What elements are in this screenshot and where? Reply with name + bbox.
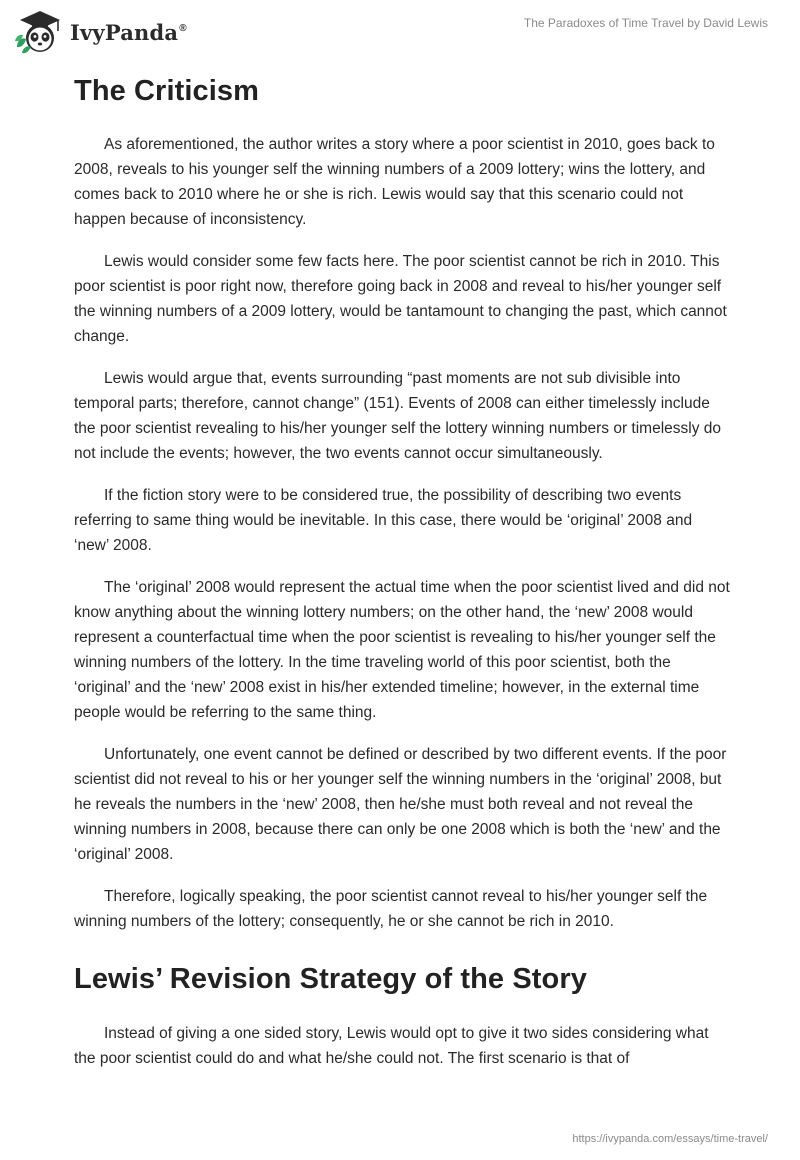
document-title: The Paradoxes of Time Travel by David Lewis [523, 16, 768, 30]
footer-url[interactable]: https://ivypanda.com/essays/time-travel/ [572, 1133, 768, 1145]
paragraph: Therefore, logically speaking, the poor scientist cannot reveal to his/her younger self the winning numbers of the lottery; consequently, he or she cannot be rich in 2010. [74, 888, 708, 930]
registered-mark: ® [179, 22, 187, 34]
brand-name: IvyPanda® [70, 19, 187, 45]
essay-content [74, 72, 730, 1088]
page-header [0, 0, 800, 60]
paragraph: Instead of giving a one sided story, Lewis would opt to give it two sides considering what the poor scientist could do and what he/she could not. The first scenario is that of [74, 1025, 709, 1067]
paragraph: If the fiction story were to be considered true, the possibility of describing two events referring to same thing would be inevitable. In this case, there would be ‘original’ 2008 and ‘new’ 2008. [74, 487, 693, 554]
ivypanda-logo[interactable] [14, 7, 187, 55]
paragraph: As aforementioned, the author writes a story where a poor scientist in 2010, goes back to 2008, reveals to his younger self the winning numbers of a 2009 lottery; wins the lottery, and comes back to 2010 where he or she is rich. Lewis would say that this scenario could not happen because of inconsistency. [74, 136, 715, 228]
paragraph: Lewis would argue that, events surrounding “past moments are not sub divisible into temporal parts; therefore, cannot change” (151). Events of 2008 can either timelessly include the poor scientist revealing to his/her younger self the lottery winning numbers or timelessly do not include the events; however, the two events cannot occur simultaneously. [74, 370, 722, 462]
paragraph: Lewis would consider some few facts here. The poor scientist cannot be rich in 2010. This poor scientist is poor right now, therefore going back in 2008 and reveal to his/her younger self the winning numbers of a 2009 lottery, would be tantamount to changing the past, which cannot change. [74, 253, 727, 345]
paragraph: The ‘original’ 2008 would represent the actual time when the poor scientist lived and did not know anything about the winning lottery numbers; on the other hand, the ‘new’ 2008 would represent a counterfactual time when the poor scientist is revealing to his/her younger self the winning numbers of the lottery. In the time traveling world of this poor scientist, both the ‘original’ and the ‘new’ 2008 exist in his/her extended timeline; however, in the external time people would be referring to the same thing. [74, 579, 730, 721]
section-heading-criticism: The Criticism [74, 75, 260, 107]
paragraph: Unfortunately, one event cannot be defined or described by two different events. If the poor scientist did not reveal to his or her younger self the winning numbers in the ‘original’ 2008, but he reveals the numbers in the ‘new’ 2008, then he/she must both reveal and not reveal the winning numbers in 2008, because there can only be one 2008 which is both the ‘new’ and the ‘original’ 2008. [74, 746, 727, 863]
section-heading-revision-strategy: Lewis’ Revision Strategy of the Story [74, 963, 587, 995]
panda-graduate-icon [14, 7, 66, 55]
